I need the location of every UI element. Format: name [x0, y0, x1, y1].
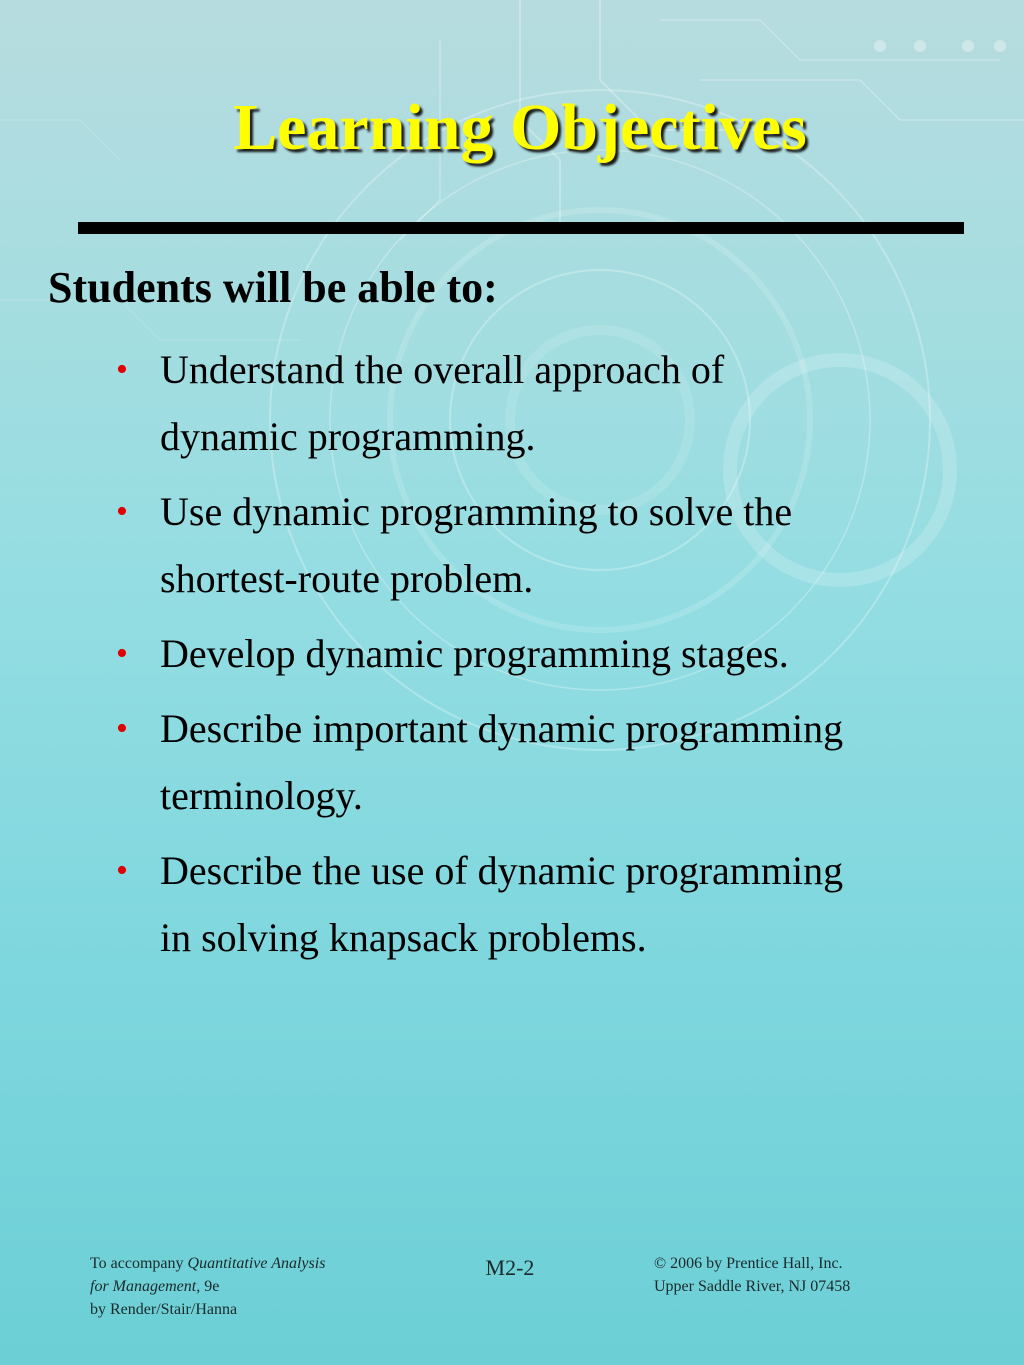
footer-authors: by Render/Stair/Hanna: [90, 1301, 238, 1318]
objective-line: Develop dynamic programming stages.: [160, 631, 789, 676]
objectives-list: [110, 336, 990, 979]
footer-accompany-text: To accompany: [90, 1255, 188, 1272]
list-item: [110, 336, 990, 470]
footer-copyright: [654, 1252, 984, 1298]
objective-line: Describe the use of dynamic programming: [160, 848, 844, 893]
list-item: [110, 620, 990, 687]
list-item: [110, 837, 990, 971]
copyright-text: © 2006 by Prentice Hall, Inc.: [654, 1255, 843, 1272]
slide-title: Learning Objectives: [233, 91, 807, 164]
footer-edition: 9e: [200, 1278, 220, 1295]
intro-heading: Students will be able to:: [48, 263, 498, 312]
list-item: [110, 478, 990, 612]
bullet-icon: •: [116, 710, 128, 747]
objective-line: Describe important dynamic programming: [160, 706, 844, 751]
title-divider: [78, 222, 964, 234]
objective-line: dynamic programming.: [160, 414, 536, 459]
footer-book-credit: [90, 1252, 420, 1321]
objective-line: terminology.: [160, 773, 363, 818]
list-item: [110, 695, 990, 829]
bullet-icon: •: [116, 635, 128, 672]
footer-book-title: Quantitative Analysis: [187, 1255, 326, 1272]
publisher-address: Upper Saddle River, NJ 07458: [654, 1278, 851, 1295]
bullet-icon: •: [116, 351, 128, 388]
objective-line: in solving knapsack problems.: [160, 915, 647, 960]
footer-book-title-cont: for Management,: [90, 1278, 201, 1295]
bullet-icon: •: [116, 493, 128, 530]
objective-line: Understand the overall approach of: [160, 347, 725, 392]
slide-number: M2-2: [485, 1255, 535, 1280]
bullet-icon: •: [116, 852, 128, 889]
objective-line: shortest-route problem.: [160, 556, 534, 601]
objective-line: Use dynamic programming to solve the: [160, 489, 793, 534]
